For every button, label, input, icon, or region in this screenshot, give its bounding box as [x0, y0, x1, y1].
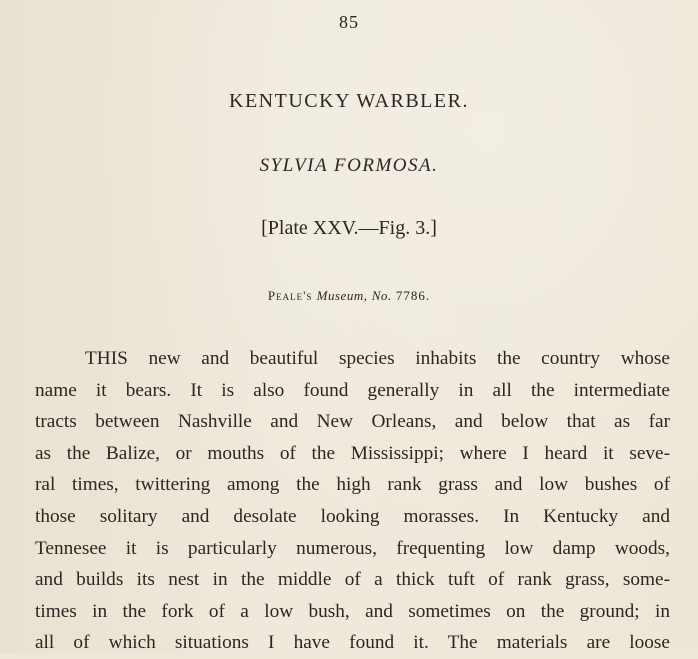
text-line: name it bears. It is also found generally in all the intermediate [35, 379, 670, 401]
page-number: 85 [339, 12, 359, 32]
museum-reference [0, 288, 698, 304]
museum-number: 7786. [395, 288, 431, 303]
body-paragraph [35, 343, 670, 659]
text-line: ral times, twittering among the high rank grass and low bushes of [35, 474, 670, 496]
text-line: all of which situations I have found it. The materials are loose [35, 632, 670, 654]
plate-reference: [Plate XXV.—Fig. 3.] [261, 217, 437, 239]
text-line: times in the fork of a low bush, and sometimes on the ground; in [35, 600, 670, 622]
text-line: tracts between Nashville and New Orleans, and below that as far [35, 411, 670, 433]
museum-no-label: No. [371, 288, 392, 303]
museum-name: Museum, [316, 288, 368, 303]
text-line: those solitary and desolate looking morasses. In Kentucky and [35, 505, 670, 527]
text-line: THIS new and beautiful species inhabits the country whose [85, 348, 670, 369]
text-line: as the Balize, or mouths of the Mississippi; where I heard it seve- [35, 442, 670, 464]
text-line: and builds its nest in the middle of a thick tuft of rank grass, some- [35, 569, 670, 591]
latin-name: SYLVIA FORMOSA. [259, 155, 439, 176]
museum-prefix: Peale's [267, 288, 313, 303]
text-line: Tennesee it is particularly numerous, frequenting low damp woods, [35, 537, 670, 559]
chapter-title: KENTUCKY WARBLER. [229, 90, 469, 112]
